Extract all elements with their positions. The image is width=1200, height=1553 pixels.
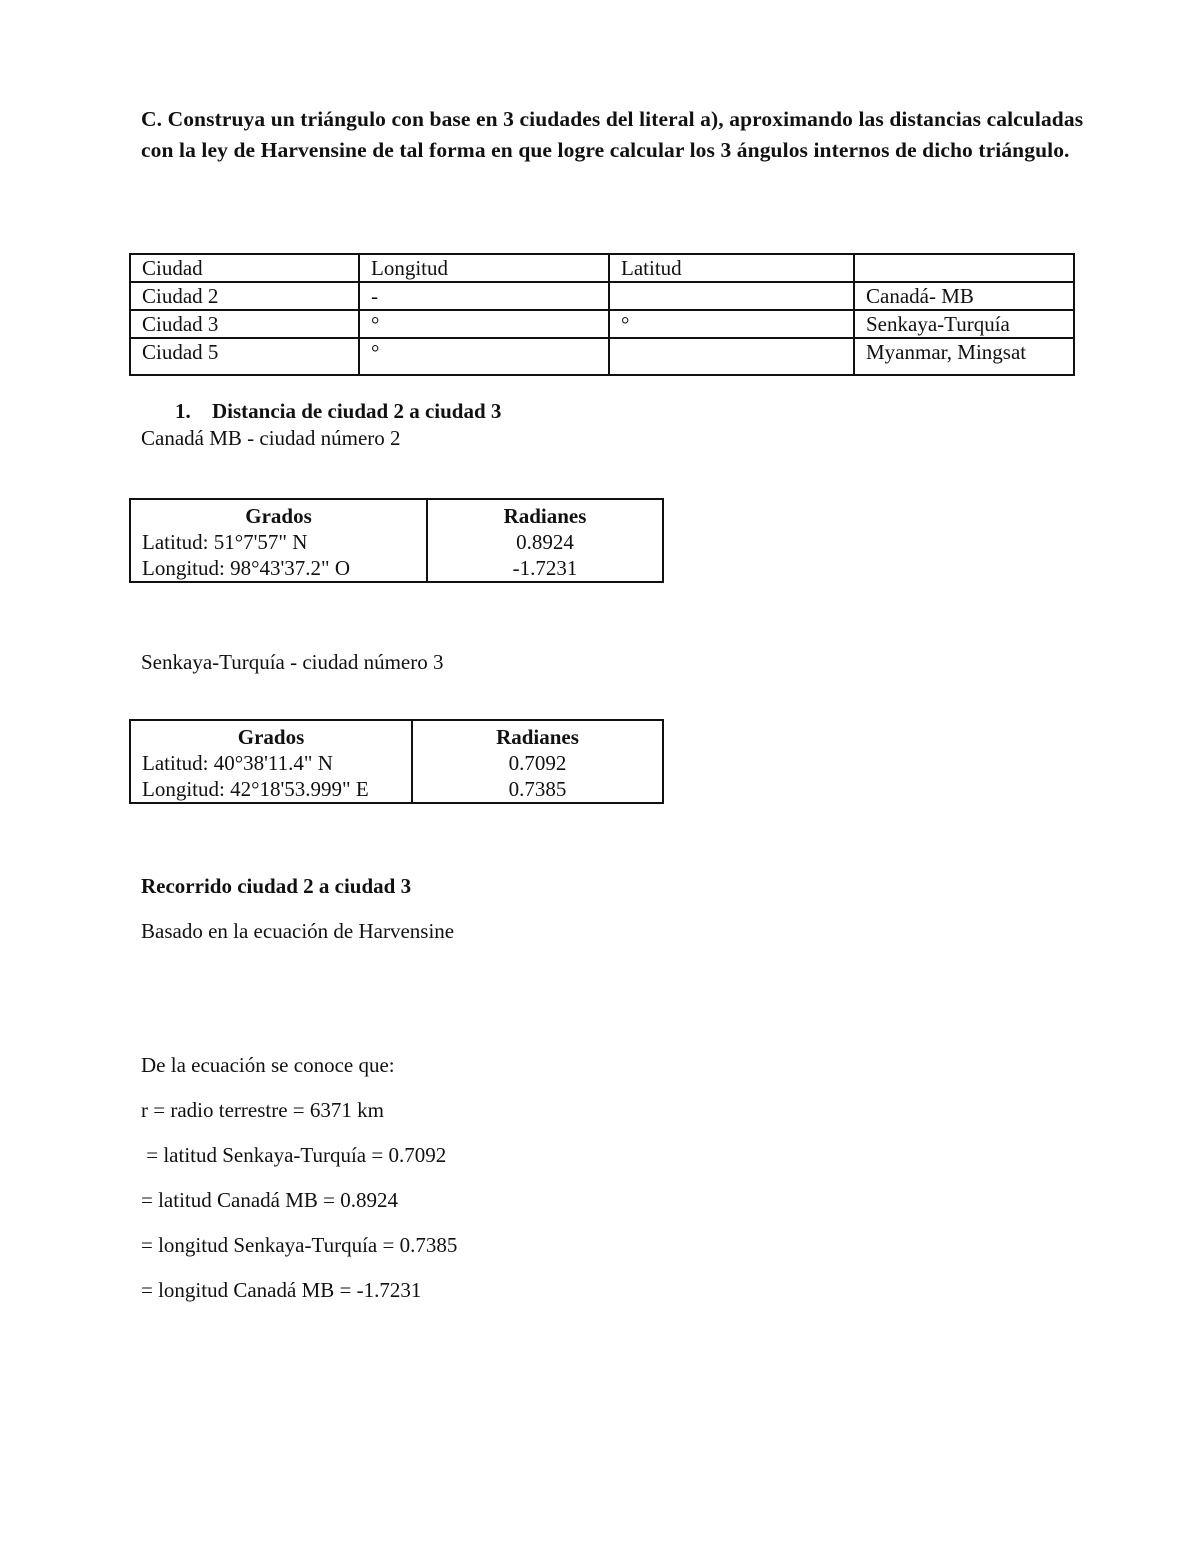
table-cell: Longitud: 42°18'53.999" E [130,776,412,803]
header-cell [854,254,1074,282]
recorrido-title: Recorrido ciudad 2 a ciudad 3 [141,874,412,898]
table-cell [609,282,854,310]
table-cell: - [359,282,609,310]
header-cell: Grados [130,720,412,750]
table-cell: -1.7231 [427,555,663,582]
header-cell: Grados [130,499,427,529]
header-cell: Radianes [412,720,663,750]
conoce-text: De la ecuación se conoce que: [141,1053,395,1077]
section-title: Distancia de ciudad 2 a ciudad 3 [212,399,502,423]
table-cell: 0.7385 [412,776,663,803]
table-cell: Latitud: 40°38'11.4" N [130,750,412,776]
senkaya-label: Senkaya-Turquía - ciudad número 3 [141,650,444,674]
table-header-row [130,720,663,750]
table-cell: Ciudad 3 [130,310,359,338]
definition-line: r = radio terrestre = 6371 km [141,1098,384,1122]
header-cell: Ciudad [130,254,359,282]
table-cell: Longitud: 98°43'37.2" O [130,555,427,582]
table-cell: Latitud: 51°7'57" N [130,529,427,555]
table-header-row [130,499,663,529]
basado-text: Basado en la ecuación de Harvensine [141,919,455,943]
header-cell: Longitud [359,254,609,282]
table-cell: ° [609,310,854,338]
table-cell [609,338,854,375]
header-cell: Radianes [427,499,663,529]
table-row [130,282,1074,310]
table-cell: 0.8924 [427,529,663,555]
definition-line: = longitud Canadá MB = -1.7231 [141,1278,422,1302]
table-cell: Canadá- MB [854,282,1074,310]
table-row [130,529,663,555]
section-number: 1. [175,399,191,423]
table-cell: ° [359,310,609,338]
header-cell: Latitud [609,254,854,282]
table-cell: Myanmar, Mingsat [854,338,1074,375]
instruction-heading: C. Construya un triángulo con base en 3 ciudades del literal a), aproximando las distancias calculadas con la ley de Harvensine de tal forma en que logre calcular los 3 ángulos internos de dicho triángulo. [141,107,1084,162]
section-subtitle: Canadá MB - ciudad número 2 [141,426,401,450]
table-cell: Ciudad 2 [130,282,359,310]
table-cell: Ciudad 5 [130,338,359,375]
table-row [130,776,663,803]
table-row [130,310,1074,338]
cities-table [129,253,1075,376]
table-row [130,750,663,776]
table-cell: Senkaya-Turquía [854,310,1074,338]
canada-coordinates-table [129,498,664,583]
definition-line: = longitud Senkaya-Turquía = 0.7385 [141,1233,458,1257]
table-row [130,338,1074,375]
definition-line: = latitud Senkaya-Turquía = 0.7092 [141,1143,447,1167]
table-cell: 0.7092 [412,750,663,776]
table-row [130,555,663,582]
table-cell: ° [359,338,609,375]
table-header-row [130,254,1074,282]
definition-line: = latitud Canadá MB = 0.8924 [141,1188,398,1212]
senkaya-coordinates-table [129,719,664,804]
